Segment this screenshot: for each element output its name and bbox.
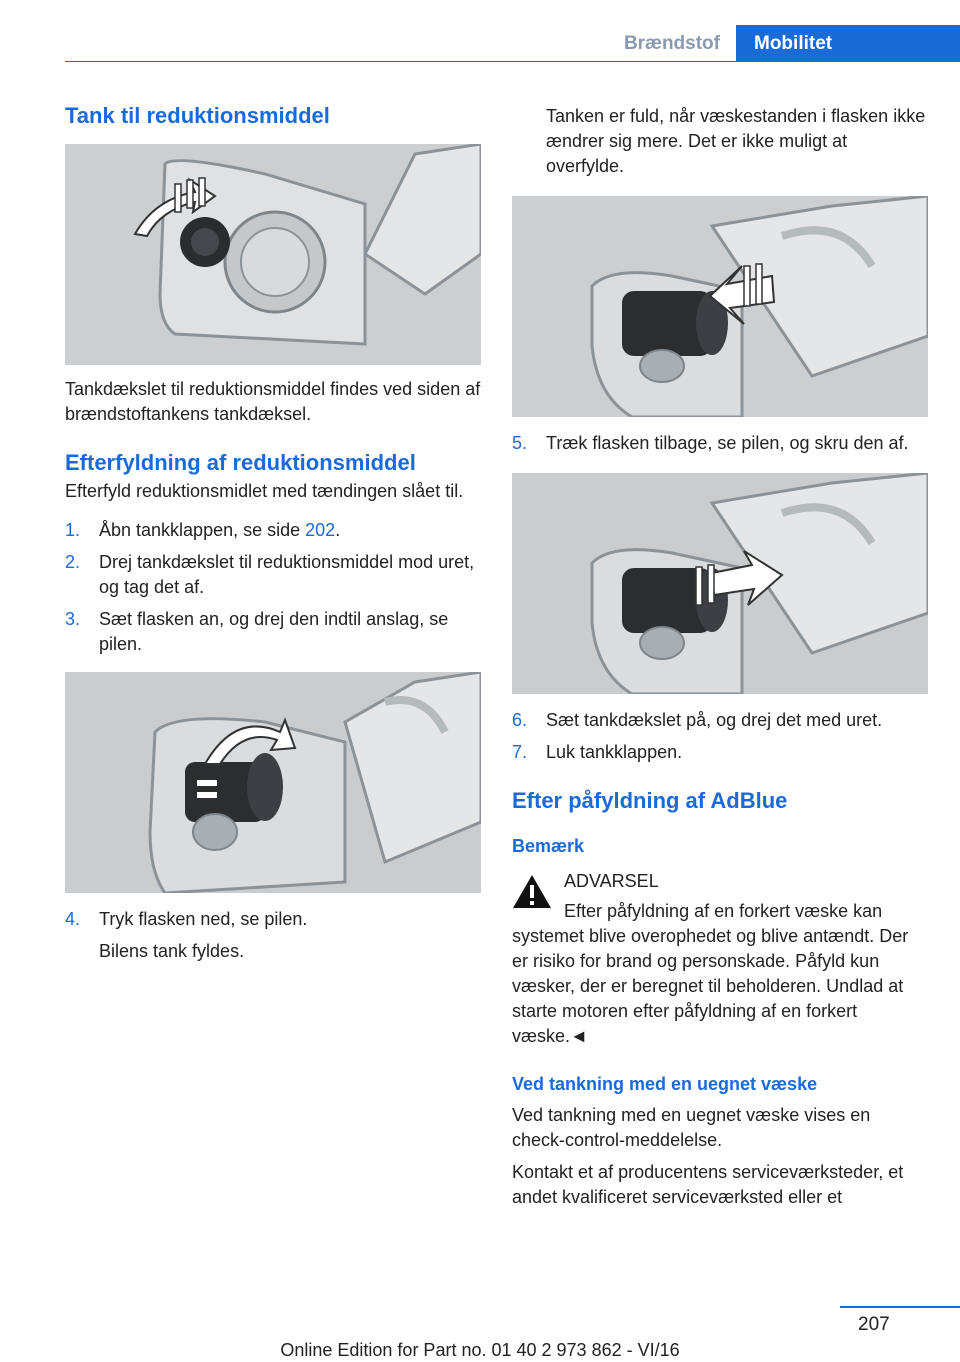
- online-edition-footer: Online Edition for Part no. 01 40 2 973 862 - VI/16: [280, 1340, 680, 1360]
- step-text: Sæt tankdækslet på, og drej det med uret.: [546, 710, 883, 730]
- step-text: Sæt flasken an, og drej den indtil anslag, se pilen.: [99, 609, 449, 654]
- step-number: 2.: [65, 552, 81, 572]
- step-text: Tryk flasken ned, se pilen.: [99, 909, 308, 929]
- steps-list-left: [65, 518, 481, 657]
- figure-tank-cap-location: [65, 144, 481, 365]
- warning-label: ADVARSEL: [564, 871, 659, 891]
- warning-first-line: Efter påfyldning af en forkert væske kan: [564, 901, 883, 921]
- figure-bottle-push: [512, 196, 928, 417]
- page-number: 207: [858, 1314, 890, 1335]
- list-item: [512, 740, 928, 765]
- step-text: Luk tankklappen.: [546, 742, 683, 762]
- figure-bottle-pull: [512, 473, 928, 694]
- tab-chapter[interactable]: Mobilitet: [736, 25, 960, 62]
- list-item: [65, 907, 481, 932]
- step-text: [99, 518, 481, 543]
- unsuitable-heading: Ved tankning med en uegnet væske: [512, 1074, 818, 1094]
- page-link[interactable]: 202: [305, 520, 336, 540]
- list-item: [512, 708, 928, 733]
- step-number: 3.: [65, 609, 81, 629]
- list-item: [65, 550, 481, 600]
- left-column: [65, 100, 481, 964]
- step-text-part: Åbn tankklappen, se side: [99, 520, 306, 540]
- footer-rule: [840, 1306, 960, 1308]
- step4-followup: Bilens tank fyldes.: [99, 941, 245, 961]
- warning-block: [512, 869, 928, 1049]
- right-column: [512, 100, 928, 1210]
- header-rule: [65, 61, 960, 62]
- intro-paragraph: Tankdækslet til reduktionsmiddel findes ved siden af brændstoftankens tankdæksel.: [65, 379, 481, 424]
- header-tabs: [608, 25, 960, 62]
- list-item: [65, 607, 481, 657]
- list-item: [65, 518, 481, 543]
- warning-text: systemet blive overophedet og blive antændt. Der er risiko for brand og personskade. Påfyld kun væsker, der er beregnet til beholderen. Undlad at starte motoren efter påfyldning af en forkert væske.◄: [512, 926, 909, 1046]
- step-number: 4.: [65, 909, 81, 929]
- step-text: Træk flasken tilbage, se pilen, og skru den af.: [546, 433, 909, 453]
- refill-intro: Efterfyld reduktionsmidlet med tændingen slået til.: [65, 481, 464, 501]
- warning-icon: [512, 873, 552, 909]
- refill-heading: Efterfyldning af reduktionsmiddel: [65, 450, 416, 475]
- tab-section[interactable]: Brændstof: [623, 33, 720, 54]
- step-number: 1.: [65, 520, 81, 540]
- tank-full-paragraph: Tanken er fuld, når væskestanden i flasken ikke ændrer sig mere. Det er ikke muligt at overfylde.: [546, 106, 926, 176]
- unsuitable-paragraph-2: Kontakt et af producentens serviceværksteder, et andet kvalificeret serviceværksted eller et: [512, 1162, 904, 1207]
- step-number: 6.: [512, 710, 528, 730]
- step-number: 7.: [512, 742, 528, 762]
- note-heading: Bemærk: [512, 836, 585, 856]
- section-title: Tank til reduktionsmiddel: [65, 103, 330, 128]
- step-text: Drej tankdækslet til reduktionsmiddel mod uret, og tag det af.: [99, 552, 475, 597]
- figure-bottle-insert: [65, 672, 481, 893]
- unsuitable-paragraph-1: Ved tankning med en uegnet væske vises en check-control-meddelelse.: [512, 1105, 871, 1150]
- step-text-part: .: [335, 520, 341, 540]
- step-number: 5.: [512, 433, 528, 453]
- list-item: [512, 431, 928, 456]
- after-refill-heading: Efter påfyldning af AdBlue: [512, 788, 788, 813]
